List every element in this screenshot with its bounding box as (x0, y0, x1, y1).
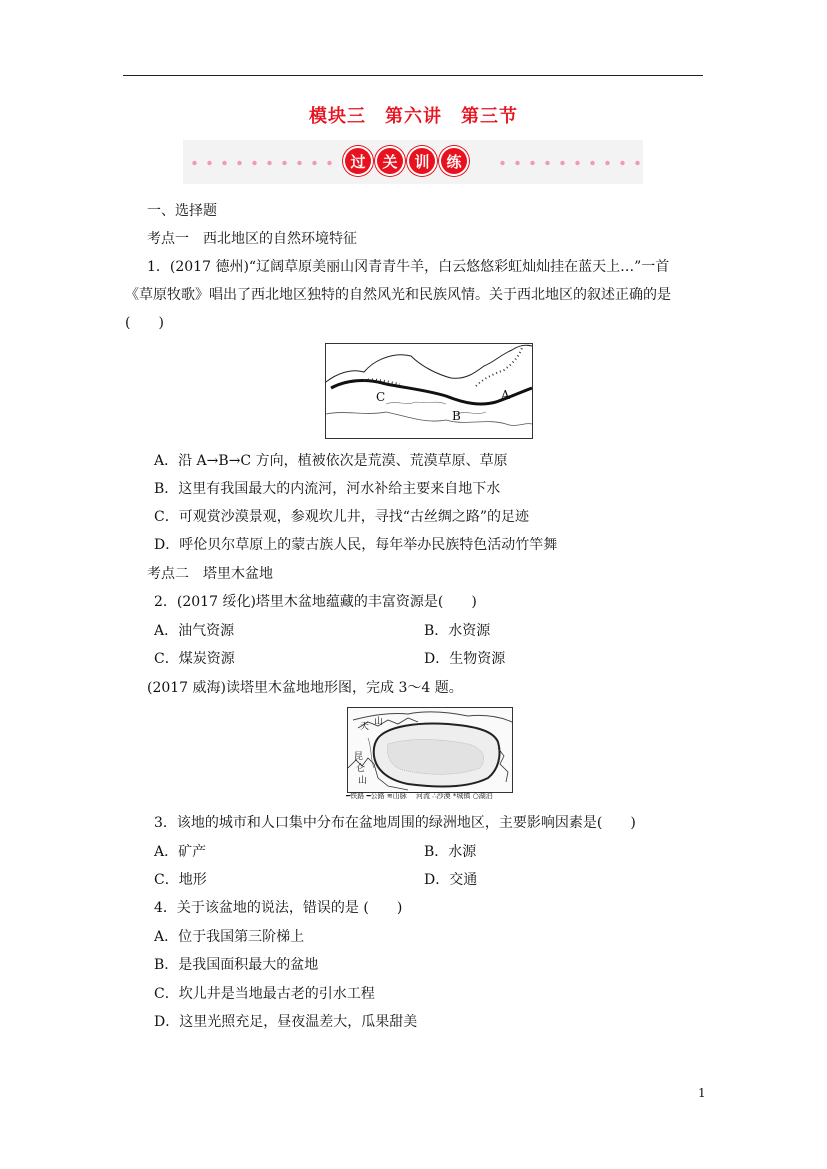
page-number: 1 (698, 1086, 706, 1100)
q3-option-b: B．水源 (424, 844, 477, 860)
banner-char-1: 过 (345, 148, 371, 174)
q4-option-d: D．这里光照充足，昼夜温差大，瓜果甜美 (154, 1014, 418, 1030)
q1-option-b: B．这里有我国最大的内流河，河水补给主要来自地下水 (154, 481, 501, 497)
tarim-label-kun: 昆 (354, 752, 364, 762)
banner-char-3: 训 (409, 148, 435, 174)
section-heading: 一、选择题 (147, 203, 217, 219)
practice-banner (183, 140, 643, 184)
tarim-label-tian: 天 (360, 722, 370, 732)
q4-stem: 4．关于该盆地的说法，错误的是 ( ) (154, 900, 403, 916)
banner-badges (345, 148, 467, 174)
q1-option-a: A．沿 A→B→C 方向，植被依次是荒漠、荒漠草原、草原 (154, 453, 508, 469)
map-label-a: A (501, 388, 510, 402)
tarim-label-shan: 山 (374, 717, 384, 727)
page-title: 模块三 第六讲 第三节 (309, 106, 518, 127)
q4-option-c: C．坎儿井是当地最古老的引水工程 (154, 986, 375, 1002)
tarim-map-drawing (348, 708, 512, 792)
map-label-b: B (452, 409, 461, 423)
q1-stem-line1: 1．(2017 德州)“辽阔草原美丽山冈青青牛羊，白云悠悠彩虹灿灿挂在蓝天上…”一首 (147, 259, 670, 275)
q1-stem-line2: 《草原牧歌》唱出了西北地区独特的自然风光和民族风情。关于西北地区的叙述正确的是 (125, 287, 671, 303)
tarim-basin-map (347, 707, 513, 793)
q4-option-b: B．是我国面积最大的盆地 (154, 957, 319, 973)
q2-option-c: C．煤炭资源 (154, 651, 235, 667)
q3-option-d: D．交通 (424, 872, 478, 888)
q1-option-d: D．呼伦贝尔草原上的蒙古族人民，每年举办民族特色活动竹竿舞 (154, 537, 558, 553)
northwest-map (325, 343, 533, 439)
banner-dots-right (495, 160, 640, 166)
q2-stem: 2．(2017 绥化)塔里木盆地蕴藏的丰富资源是( ) (154, 594, 477, 610)
q34-intro: (2017 威海)读塔里木盆地地形图，完成 3～4 题。 (147, 680, 463, 696)
q3-stem: 3．该地的城市和人口集中分布在盆地周围的绿洲地区，主要影响因素是( ) (154, 815, 636, 831)
q2-option-d: D．生物资源 (424, 651, 506, 667)
topic-heading-1: 考点一 西北地区的自然环境特征 (147, 231, 357, 247)
map-label-c: C (376, 390, 386, 404)
q2-option-a: A．油气资源 (154, 623, 235, 639)
q3-option-c: C．地形 (154, 872, 207, 888)
banner-dots-left (187, 160, 332, 166)
q4-option-a: A．位于我国第三阶梯上 (154, 929, 305, 945)
banner-char-4: 练 (441, 148, 467, 174)
tarim-label-lun: 仑 (356, 764, 366, 774)
q1-stem-line3: ( ) (125, 315, 164, 331)
q1-option-c: C．可观赏沙漠景观，参观坎儿井，寻找“古丝绸之路”的足迹 (154, 509, 530, 525)
header-rule (123, 75, 703, 76)
tarim-label-shan2: 山 (358, 776, 368, 786)
banner-char-2: 关 (377, 148, 403, 174)
topic-heading-2: 考点二 塔里木盆地 (147, 566, 273, 582)
q3-option-a: A．矿产 (154, 844, 207, 860)
tarim-map-legend: ━铁路 ━公路 ≋山脉 ⌒河流 ∴沙漠 *城镇 ○湖泊 (346, 792, 493, 800)
q2-option-b: B．水资源 (424, 623, 491, 639)
